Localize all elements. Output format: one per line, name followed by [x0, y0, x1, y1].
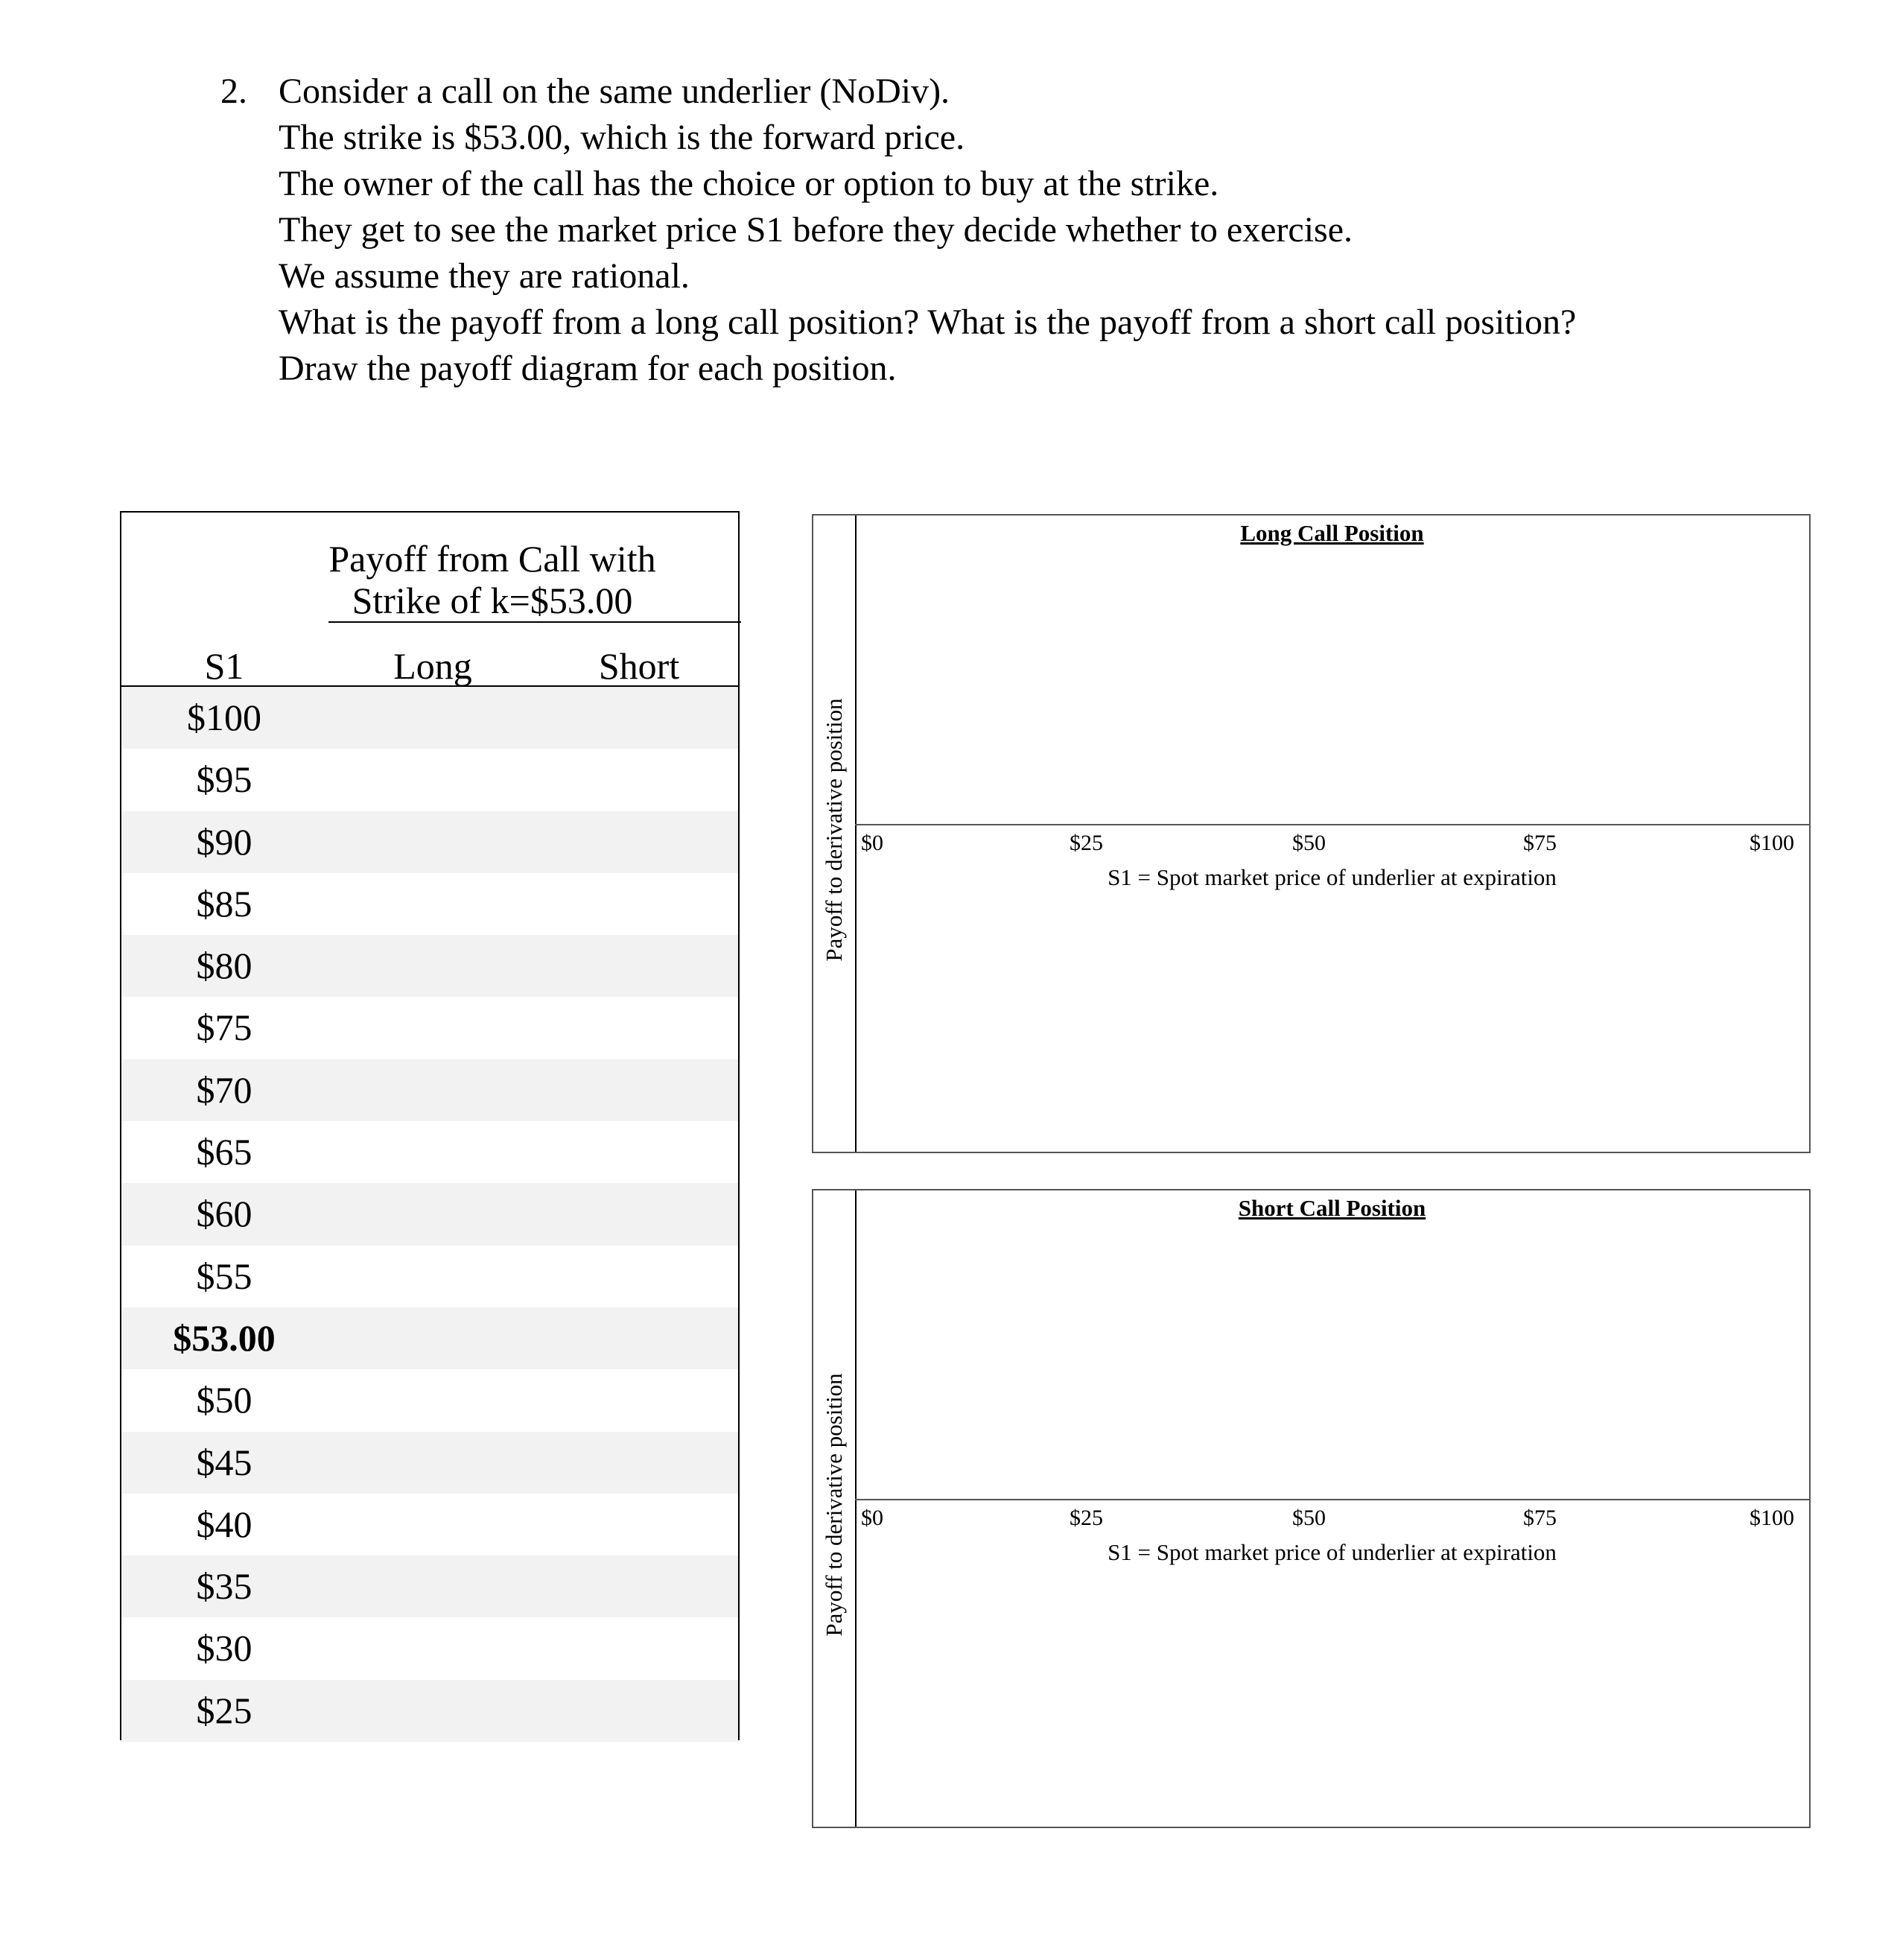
question-line: What is the payoff from a long call position? What is the payoff from a short call position?	[279, 302, 1577, 342]
long-payoff-cell[interactable]	[328, 1494, 537, 1555]
long-payoff-cell[interactable]	[328, 1183, 537, 1245]
long-payoff-cell[interactable]	[328, 935, 537, 997]
s1-cell: $70	[196, 1068, 252, 1111]
x-tick-label: $50	[1292, 831, 1326, 855]
table-row	[121, 1432, 738, 1494]
table-title-line2: Strike of k=$53.00	[352, 580, 633, 621]
table-row	[121, 687, 738, 749]
s1-cell: $45	[196, 1441, 252, 1483]
long-payoff-cell[interactable]	[328, 1369, 537, 1431]
table-row	[121, 1555, 738, 1617]
question-line: They get to see the market price S1 before they decide whether to exercise.	[279, 210, 1353, 250]
short-call-chart[interactable]	[812, 1189, 1811, 1828]
s1-cell: $100	[187, 697, 261, 738]
table-row	[121, 1617, 738, 1679]
short-payoff-cell[interactable]	[537, 1617, 741, 1679]
question-line: The owner of the call has the choice or option to buy at the strike.	[279, 164, 1219, 203]
s1-cell: $55	[196, 1255, 252, 1297]
x-axis-label: S1 = Spot market price of underlier at expiration	[1108, 1539, 1557, 1565]
short-payoff-cell[interactable]	[537, 1307, 741, 1369]
table-row	[121, 997, 738, 1059]
short-payoff-cell[interactable]	[537, 1680, 741, 1742]
long-payoff-cell[interactable]	[328, 873, 537, 935]
table-row	[121, 1246, 738, 1307]
short-payoff-cell[interactable]	[537, 1369, 741, 1431]
s1-cell: $90	[196, 820, 252, 863]
long-payoff-cell[interactable]	[328, 1246, 537, 1307]
x-axis	[855, 824, 1809, 825]
x-tick-label: $0	[861, 1506, 883, 1530]
s1-cell: $95	[196, 758, 252, 801]
s1-cell: $65	[196, 1131, 252, 1173]
table-row	[121, 935, 738, 997]
long-payoff-cell[interactable]	[328, 687, 537, 749]
x-tick-label: $50	[1292, 1506, 1326, 1530]
x-tick-label: $75	[1523, 1506, 1557, 1530]
x-tick-label: $100	[1750, 1506, 1794, 1530]
short-payoff-cell[interactable]	[537, 1183, 741, 1245]
s1-cell: $75	[196, 1006, 252, 1049]
table-body	[121, 687, 738, 1742]
column-header-short: Short	[598, 645, 680, 687]
short-payoff-cell[interactable]	[537, 1432, 741, 1494]
x-axis	[855, 1499, 1809, 1500]
y-axis	[855, 516, 857, 1152]
s1-cell: $85	[196, 882, 252, 925]
short-payoff-cell[interactable]	[537, 1121, 741, 1183]
chart-title: Long Call Position	[1240, 520, 1424, 546]
table-row	[121, 1494, 738, 1555]
question-line: We assume they are rational.	[279, 256, 690, 296]
short-payoff-cell[interactable]	[537, 811, 741, 873]
table-title-line1: Payoff from Call with	[328, 538, 656, 580]
table-row	[121, 873, 738, 935]
long-payoff-cell[interactable]	[328, 1555, 537, 1617]
title-rule	[328, 621, 741, 623]
column-header-s1: S1	[204, 645, 244, 687]
long-payoff-cell[interactable]	[328, 1121, 537, 1183]
x-tick-label: $25	[1070, 1506, 1103, 1530]
short-payoff-cell[interactable]	[537, 935, 741, 997]
x-tick-label: $25	[1070, 831, 1103, 855]
table-row	[121, 749, 738, 811]
short-payoff-cell[interactable]	[537, 1555, 741, 1617]
x-tick-label: $0	[861, 831, 883, 855]
s1-cell: $60	[196, 1193, 252, 1235]
y-axis	[855, 1190, 857, 1827]
y-axis-label: Payoff to derivative position	[821, 1373, 847, 1637]
question-line: Draw the payoff diagram for each position.	[279, 349, 897, 388]
y-axis-label: Payoff to derivative position	[821, 698, 847, 962]
short-payoff-cell[interactable]	[537, 749, 741, 811]
question-line: The strike is $53.00, which is the forward price.	[279, 118, 965, 157]
long-payoff-cell[interactable]	[328, 1617, 537, 1679]
long-payoff-cell[interactable]	[328, 1680, 537, 1742]
short-payoff-cell[interactable]	[537, 1059, 741, 1121]
long-payoff-cell[interactable]	[328, 1059, 537, 1121]
short-payoff-cell[interactable]	[537, 1494, 741, 1555]
table-row	[121, 1183, 738, 1245]
question-text	[279, 69, 1576, 392]
x-tick-label: $100	[1750, 831, 1794, 855]
table-row-strike	[121, 1307, 738, 1369]
x-tick-label: $75	[1523, 831, 1557, 855]
s1-cell: $50	[196, 1379, 252, 1421]
table-row	[121, 1369, 738, 1431]
column-header-long: Long	[393, 645, 472, 687]
long-payoff-cell[interactable]	[328, 749, 537, 811]
table-row	[121, 811, 738, 873]
s1-cell: $40	[196, 1503, 252, 1545]
question-number: 2.	[220, 72, 247, 111]
table-row	[121, 1121, 738, 1183]
chart-title: Short Call Position	[1238, 1195, 1426, 1221]
table-row	[121, 1059, 738, 1121]
s1-cell: $35	[196, 1565, 252, 1608]
short-payoff-cell[interactable]	[537, 687, 741, 749]
short-payoff-cell[interactable]	[537, 1246, 741, 1307]
s1-cell: $30	[196, 1627, 252, 1669]
long-payoff-cell[interactable]	[328, 811, 537, 873]
long-call-chart[interactable]	[812, 514, 1811, 1153]
long-payoff-cell[interactable]	[328, 1432, 537, 1494]
short-payoff-cell[interactable]	[537, 997, 741, 1059]
s1-cell: $25	[196, 1689, 252, 1731]
s1-cell: $80	[196, 945, 252, 987]
x-axis-label: S1 = Spot market price of underlier at expiration	[1108, 864, 1557, 890]
table-title	[328, 538, 656, 621]
short-payoff-cell[interactable]	[537, 873, 741, 935]
question-line: Consider a call on the same underlier (NoDiv).	[279, 72, 950, 111]
table-row	[121, 1680, 738, 1742]
s1-cell-strike: $53.00	[173, 1316, 276, 1359]
long-payoff-cell[interactable]	[328, 997, 537, 1059]
long-payoff-cell[interactable]	[328, 1307, 537, 1369]
payoff-table	[120, 511, 740, 1740]
